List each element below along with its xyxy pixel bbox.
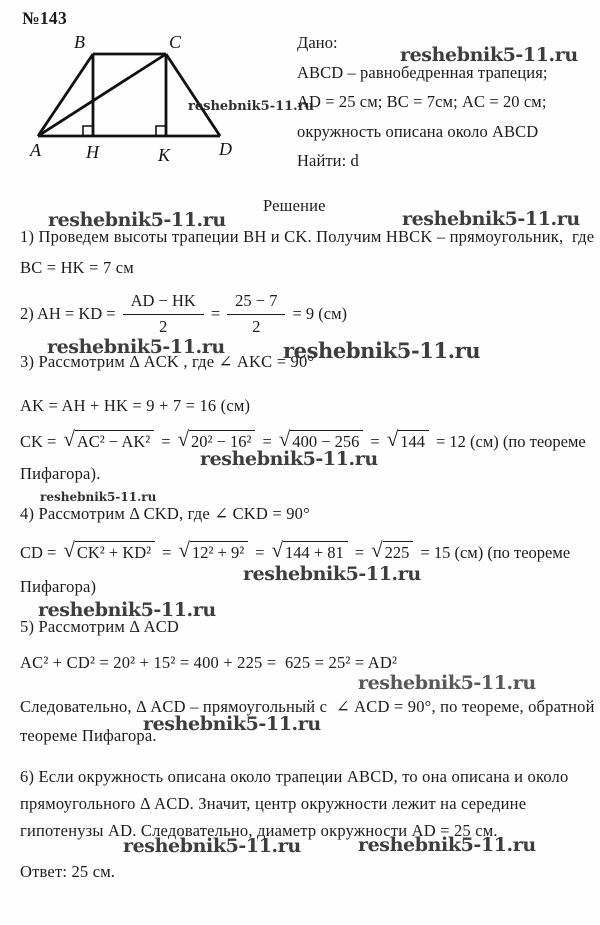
solution-step6-line1: 6) Если окружность описана около трапеции ABCD, то она описана и около: [20, 767, 569, 786]
ck-result: = 12 (см) (по теореме: [435, 431, 586, 451]
fraction-numerator: AD − HK: [123, 291, 204, 315]
radical-sign: √: [63, 427, 75, 451]
find-line: Найти: d: [297, 151, 359, 170]
square-root: [178, 538, 248, 563]
radicand: CK² + KD²: [75, 541, 155, 563]
solution-step5-line1: 5) Рассмотрим Δ ACD: [20, 617, 180, 636]
equals-sign: =: [354, 542, 365, 562]
step2-prefix: 2) AH = KD =: [20, 304, 116, 324]
radical-sign: √: [386, 427, 399, 451]
fraction-numerator: 25 − 7: [227, 291, 285, 315]
step2-result: = 9 (см): [292, 304, 348, 324]
square-root: [371, 538, 413, 563]
watermark: reshebnik5-11.ru: [400, 44, 578, 66]
fraction-denominator: 2: [252, 316, 261, 336]
square-root: [271, 538, 347, 563]
watermark: reshebnik5-11.ru: [123, 835, 301, 857]
given-line: AD = 25 см; BC = 7см; AC = 20 см;: [297, 92, 547, 111]
watermark: reshebnik5-11.ru: [402, 208, 580, 230]
radicand: 20² − 16²: [189, 430, 255, 452]
foot-label-k: K: [158, 145, 171, 165]
radical-sign: √: [271, 538, 283, 562]
given-block: [297, 33, 548, 181]
fraction: [123, 291, 204, 337]
solution-step4-line1: 4) Рассмотрим Δ CKD, где ∠ CKD = 90°: [20, 504, 310, 523]
watermark: reshebnik5-11.ru: [283, 338, 481, 363]
equals-sign: =: [161, 431, 171, 451]
watermark: reshebnik5-11.ru: [243, 563, 421, 585]
watermark: reshebnik5-11.ru: [200, 448, 378, 470]
square-root: [278, 427, 364, 452]
watermark: reshebnik5-11.ru: [48, 209, 226, 231]
radical-sign: √: [278, 427, 291, 451]
equals-sign: =: [370, 431, 380, 451]
solution-step1-line1: 1) Проведем высоты трапеции BH и CK. Получим HBCK – прямоугольник, где: [20, 227, 595, 246]
watermark: reshebnik5-11.ru: [38, 599, 216, 621]
vertex-label-b: B: [74, 32, 85, 52]
fraction: [227, 291, 285, 337]
solution-ck-continuation: Пифагора).: [20, 464, 101, 483]
vertex-label-a: A: [30, 140, 41, 160]
cd-prefix: CD =: [20, 542, 57, 562]
solution-step3-line1: 3) Рассмотрим Δ ACK , где ∠ AKC = 90°: [20, 352, 315, 371]
given-line: ABCD – равнобедренная трапеция;: [297, 62, 548, 82]
ck-prefix: CK =: [20, 431, 57, 451]
solution-ck-formula: [20, 427, 586, 452]
solution-step2-formula: [20, 291, 347, 337]
watermark: reshebnik5-11.ru: [47, 336, 225, 358]
solution-step6-line2: прямоугольного Δ ACD. Значит, центр окружности лежит на середине: [20, 794, 527, 813]
solution-step1-line2: BC = HK = 7 см: [20, 258, 134, 277]
watermark: reshebnik5-11.ru: [40, 490, 157, 504]
radical-sign: √: [371, 538, 383, 562]
given-line: окружность описана около ABCD: [297, 121, 539, 141]
radicand: 144: [398, 430, 429, 452]
square-root: [63, 538, 155, 563]
solution-step5-equation: AC² + CD² = 20² + 15² = 400 + 225 = 625 = 25² = AD²: [20, 653, 398, 672]
given-title: Дано:: [297, 33, 338, 52]
equals-sign: =: [210, 304, 221, 324]
radical-sign: √: [178, 538, 190, 562]
fraction-denominator: 2: [159, 316, 168, 336]
equals-sign: =: [162, 542, 172, 562]
foot-label-h: H: [86, 142, 99, 162]
solution-step3-line2: AK = AH + HK = 9 + 7 = 16 (см): [20, 396, 251, 415]
radicand: 225: [383, 541, 414, 563]
equals-sign: =: [255, 542, 265, 562]
solution-cd-continuation: Пифагора): [20, 577, 97, 596]
square-root: [177, 427, 256, 452]
solution-step5-conclusion1: Следовательно, Δ ACD – прямоугольный с ∠ ACD = 90°, по теореме, обратной: [20, 697, 595, 716]
vertex-label-c: C: [169, 32, 182, 52]
problem-number: №143: [22, 8, 68, 28]
equals-sign: =: [262, 431, 272, 451]
radicand: AC² − AK²: [75, 430, 154, 452]
radicand: 400 − 256: [290, 430, 363, 452]
cd-result: = 15 (см) (по теореме: [420, 542, 571, 562]
radicand: 144 + 81: [283, 541, 348, 563]
radicand: 12² + 9²: [190, 541, 248, 563]
solution-cd-formula: [20, 538, 571, 563]
watermark: reshebnik5-11.ru: [188, 99, 315, 114]
solution-step6-line3: гипотенузы AD. Следовательно, диаметр окружности AD = 25 см.: [20, 821, 498, 840]
watermark: reshebnik5-11.ru: [358, 834, 536, 856]
square-root: [386, 427, 429, 452]
solution-step5-conclusion2: теореме Пифагора.: [20, 726, 157, 745]
answer-line: Ответ: 25 см.: [20, 862, 116, 881]
square-root: [63, 427, 154, 452]
vertex-label-d: D: [219, 139, 232, 159]
solution-heading: Решение: [263, 196, 326, 215]
radical-sign: √: [63, 538, 75, 562]
right-angle-marks: [83, 126, 166, 136]
trapezoid-edges: [38, 54, 220, 136]
watermark: reshebnik5-11.ru: [358, 672, 536, 694]
watermark: reshebnik5-11.ru: [143, 713, 321, 735]
radical-sign: √: [177, 427, 190, 451]
